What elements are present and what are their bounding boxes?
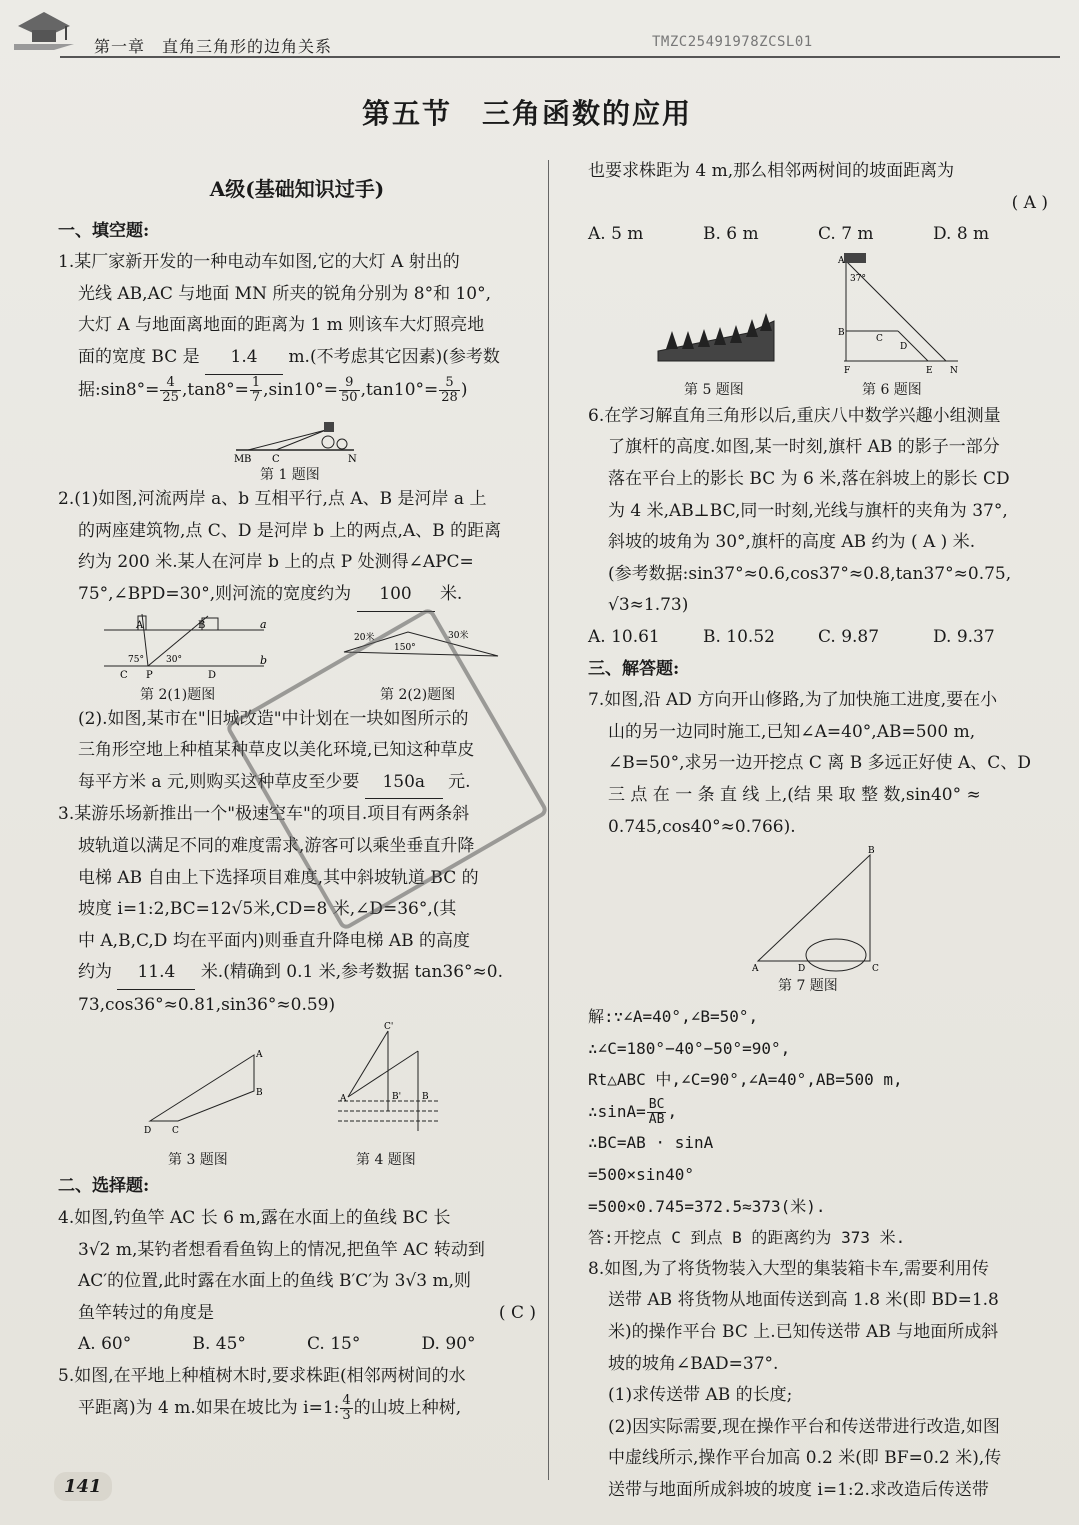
q1-ref-text: ) — [460, 379, 468, 400]
q6-options — [588, 622, 1048, 654]
figure-1-caption: 第 1 题图 — [260, 467, 320, 484]
f7-label-A: A — [752, 964, 759, 974]
label-P: P — [146, 669, 153, 681]
q7-line-2: 山的另一边同时施工,已知∠A=40°,AB=500 m, — [608, 721, 976, 742]
f6-label-N: N — [950, 365, 958, 376]
f6-label-E: E — [926, 365, 933, 376]
q1-line-2: 光线 AB,AC 与地面 MN 所夹的锐角分别为 8°和 10°, — [78, 283, 492, 304]
q2-2-line-1: (2).如图,某市在"旧城改造"中计划在一块如图所示的 — [78, 708, 469, 729]
option-c: C. 9.87 — [818, 626, 880, 647]
q3-line-4: 坡度 i=1:2,BC=12√5米,CD=8 米,∠D=36°,(其 — [78, 899, 457, 920]
denominator: 25 — [162, 389, 179, 405]
option-c: C. 7 m — [818, 224, 874, 245]
solution-text: ∴sinA= — [588, 1101, 646, 1121]
label-20m: 20米 — [354, 632, 375, 643]
q6-line-5 — [588, 527, 1048, 559]
f7-label-D: D — [798, 964, 806, 974]
option-d: D. 90° — [421, 1334, 476, 1355]
f3-label-A: A — [256, 1050, 263, 1061]
q3-line-1: 3.某游乐场新推出一个"极速空车"的项目.项目有两条斜 — [58, 804, 470, 825]
f6-angle-37: 37° — [850, 273, 866, 284]
right-column — [588, 156, 1048, 1507]
q4-options — [58, 1329, 536, 1361]
q7-line-3: ∠B=50°,求另一边开挖点 C 离 B 多远正好使 A、C、D — [608, 753, 1031, 774]
option-b: B. 6 m — [703, 224, 759, 245]
figure-3-caption: 第 3 题图 — [168, 1152, 228, 1169]
option-c: C. 15° — [307, 1334, 361, 1355]
graduation-cap-icon — [14, 4, 74, 50]
q2-line-1: 2.(1)如图,河流两岸 a、b 互相平行,点 A、B 是河岸 a 上 — [58, 489, 487, 510]
book-code: TMZC25491978ZCSL01 — [652, 34, 813, 50]
numerator: BC — [648, 1096, 665, 1112]
f4-label-B: B — [422, 1092, 429, 1103]
q1-answer: 1.4 — [205, 342, 283, 375]
q8-line-7: 中虚线所示,操作平台加高 0.2 米(即 BF=0.2 米),传 — [608, 1448, 1002, 1469]
column-divider — [548, 160, 549, 1480]
option-a: A. 5 m — [588, 224, 644, 245]
f7-label-C: C — [872, 964, 879, 974]
solution-line-4 — [588, 1096, 1048, 1128]
q1-ref-text: ,sin10°= — [263, 379, 339, 400]
q1-ref-text: ,tan8°= — [181, 379, 249, 400]
q5-options — [588, 219, 1048, 251]
q1-ref-text: 据:sin8°= — [78, 379, 160, 400]
figure-4-caption: 第 4 题图 — [356, 1152, 416, 1169]
label-A: A — [136, 619, 144, 631]
q6-choice: ( A ) — [910, 532, 948, 553]
numerator: 1 — [251, 374, 261, 390]
choice-heading: 二、选择题: — [58, 1176, 150, 1197]
option-b: B. 45° — [192, 1334, 246, 1355]
solution-line-2: ∴∠C=180°−40°−50°=90°, — [588, 1038, 791, 1058]
solution-line-7: =500×0.745=372.5≈373(米). — [588, 1196, 826, 1216]
denominator: 28 — [441, 389, 458, 405]
f6-label-F: F — [844, 365, 851, 376]
f4-label-Bp: B' — [392, 1092, 402, 1103]
figure-2-1-caption: 第 2(1)题图 — [140, 686, 216, 703]
q3-line-7: 73,cos36°≈0.81,sin36°≈0.59) — [78, 994, 336, 1015]
denominator: 3 — [342, 1407, 351, 1423]
fill-blank-heading: 一、填空题: — [58, 220, 150, 241]
q2-2-text: 每平方米 a 元,则购买这种草皮至少要 — [78, 771, 360, 792]
q8-line-8: 送带与地面所成斜坡的坡度 i=1:2.求改造后传送带 — [608, 1480, 989, 1500]
label-b: b — [260, 653, 268, 667]
q6-line-2: 了旗杆的高度.如图,某一时刻,旗杆 AB 的影子一部分 — [608, 437, 1000, 458]
q8-line-2: 送带 AB 将货物从地面传送到高 1.8 米(即 BD=1.8 — [608, 1290, 999, 1311]
q2-2-line-2: 三角形空地上种植某种草皮以美化环境,已知这种草皮 — [78, 740, 475, 761]
q2-line-4 — [58, 579, 536, 612]
q7-line-5: 0.745,cos40°≈0.766). — [608, 816, 796, 837]
label-c: C — [272, 454, 280, 463]
q1-text: m.(不考虑其它因素)(参考数 — [288, 346, 500, 367]
solution-line-6: =500×sin40° — [588, 1165, 694, 1185]
q4-text: 鱼竿转过的角度是 — [78, 1302, 214, 1323]
q5-choice: ( A ) — [1011, 192, 1048, 213]
answer-heading: 三、解答题: — [588, 658, 680, 679]
figure-5-caption: 第 5 题图 — [684, 381, 744, 398]
label-n: N — [348, 454, 357, 463]
f4-label-Cp: C' — [384, 1022, 394, 1033]
q2-2-answer: 150a — [365, 767, 443, 800]
f6-label-B: B — [838, 327, 845, 338]
denominator: AB — [648, 1111, 665, 1127]
label-a: a — [260, 617, 267, 631]
q3-line-6 — [58, 957, 536, 990]
figure-7-caption: 第 7 题图 — [778, 978, 838, 995]
label-30m: 30米 — [448, 630, 469, 641]
solution-text: , — [667, 1101, 678, 1121]
label-C: C — [120, 669, 128, 681]
q6-text: 斜坡的坡角为 30°,旗杆的高度 AB 约为 — [608, 532, 906, 553]
denominator: 7 — [251, 389, 261, 405]
solution-line-5: ∴BC=AB · sinA — [588, 1133, 714, 1153]
q6-text: 米. — [952, 532, 976, 553]
q8-line-4: 坡的坡角∠BAD=37°. — [608, 1353, 779, 1374]
figures-3-4 — [58, 1021, 536, 1171]
angle-150: 150° — [394, 642, 416, 653]
f6-label-C: C — [876, 333, 883, 344]
q6-line-3: 落在平台上的影长 BC 为 6 米,落在斜坡上的影长 CD — [608, 468, 1010, 489]
f3-label-C: C — [172, 1126, 179, 1137]
q4-line-2: 3√2 m,某钓者想看看鱼钩上的情况,把鱼竿 AC 转动到 — [78, 1239, 485, 1260]
figure-1-diagram — [58, 406, 536, 462]
q5-line-1: 5.如图,在平地上种植树木时,要求株距(相邻两树间的水 — [58, 1366, 466, 1387]
q5-text: 的山坡上种树, — [353, 1397, 462, 1418]
f3-label-B: B — [256, 1088, 263, 1099]
fraction — [340, 1394, 352, 1423]
q2-line-2: 的两座建筑物,点 C、D 是河岸 b 上的两点,A、B 的距离 — [78, 520, 502, 541]
f3-label-D: D — [144, 1126, 152, 1137]
q1-line-3: 大灯 A 与地面离地面的距离为 1 m 则该车大灯照亮地 — [78, 315, 485, 336]
q1-line-4 — [58, 342, 536, 375]
q4-line-3: AC′的位置,此时露在水面上的鱼线 B′C′为 3√3 m,则 — [78, 1271, 471, 1292]
q2-answer: 100 — [357, 579, 435, 612]
q8-line-3: 米)的操作平台 BC 上.已知传送带 AB 与地面所成斜 — [608, 1322, 999, 1343]
q8-line-1: 8.如图,为了将货物装入大型的集装箱卡车,需要利用传 — [588, 1258, 990, 1279]
q1-text: 面的宽度 BC 是 — [78, 346, 200, 367]
figure-7-diagram — [588, 843, 1048, 973]
figure-2-2-caption: 第 2(2)题图 — [380, 686, 456, 703]
figure-1 — [58, 406, 536, 484]
q3-text: 约为 — [78, 962, 112, 983]
option-d: D. 8 m — [933, 224, 990, 245]
q7-line-4: 三 点 在 一 条 直 线 上,(结 果 取 整 数,sin40° ≈ — [608, 784, 981, 805]
numerator: 4 — [160, 376, 181, 391]
label-D: D — [208, 669, 217, 681]
figure-7 — [588, 843, 1048, 1001]
q4-line-4 — [58, 1298, 536, 1330]
q8-line-5: (1)求传送带 AB 的长度; — [608, 1385, 793, 1406]
solution-line-8: 答:开挖点 C 到点 B 的距离约为 373 米. — [588, 1228, 906, 1248]
section-title: 第五节 三角函数的应用 — [362, 97, 693, 130]
q2-2-unit: 元. — [448, 771, 471, 792]
q2-text: 75°,∠BPD=30°,则河流的宽度约为 — [78, 583, 352, 604]
q6-line-1: 6.在学习解直角三角形以后,重庆八中数学兴趣小组测量 — [588, 405, 1001, 426]
q3-answer: 11.4 — [117, 957, 195, 990]
figures-5-6-diagram — [588, 251, 1048, 377]
numerator: 4 — [342, 1392, 351, 1408]
fraction — [250, 376, 262, 405]
q2-unit: 米. — [439, 583, 463, 604]
q3-line-3: 电梯 AB 自由上下选择项目难度,其中斜坡轨道 BC 的 — [78, 867, 479, 888]
solution-line-1: 解:∵∠A=40°,∠B=50°, — [588, 1007, 759, 1027]
q5-line-2 — [58, 1393, 536, 1425]
fraction — [160, 376, 181, 405]
q3-line-5: 中 A,B,C,D 均在平面内)则垂直升降电梯 AB 的高度 — [78, 930, 471, 951]
numerator: 9 — [339, 376, 360, 391]
numerator: 5 — [439, 376, 460, 391]
q6-line-6: (参考数据:sin37°≈0.6,cos37°≈0.8,tan37°≈0.75, — [608, 563, 1012, 584]
label-B: B — [198, 619, 206, 631]
fraction — [439, 376, 460, 405]
q3-text: 米.(精确到 0.1 米,参考数据 tan36°≈0. — [200, 962, 504, 983]
fraction — [647, 1098, 667, 1127]
q8-line-6: (2)因实际需要,现在操作平台和传送带进行改造,如图 — [608, 1416, 1000, 1437]
q5-line-3: 也要求株距为 4 m,那么相邻两树间的坡面距离为 — [588, 161, 955, 181]
solution-line-3: Rt△ABC 中,∠C=90°,∠A=40°,AB=500 m, — [588, 1070, 903, 1090]
page-header — [0, 0, 1079, 60]
q6-line-7: √3≈1.73) — [608, 595, 689, 616]
q5-text: 平距离)为 4 m.如果在坡比为 i=1: — [78, 1397, 340, 1418]
angle-75: 75° — [128, 654, 144, 665]
q4-choice: ( C ) — [498, 1302, 536, 1323]
q1-line-1: 1.某厂家新开发的一种电动车如图,它的大灯 A 射出的 — [58, 252, 460, 273]
option-a: A. 60° — [78, 1334, 132, 1355]
figures-5-6 — [588, 251, 1048, 401]
q1-line-5 — [58, 375, 536, 407]
denominator: 50 — [341, 389, 358, 405]
page-number: 141 — [54, 1472, 112, 1501]
angle-30: 30° — [166, 654, 182, 665]
label-m: M — [234, 454, 245, 463]
level-heading: A级(基础知识过手) — [209, 177, 385, 201]
q2-line-3: 约为 200 米.某人在河岸 b 上的点 P 处测得∠APC= — [78, 552, 474, 573]
label-b: B — [244, 454, 252, 463]
f7-label-B: B — [868, 846, 875, 857]
f4-label-A: A — [340, 1094, 347, 1105]
q4-line-1: 4.如图,钓鱼竿 AC 长 6 m,露在水面上的鱼线 BC 长 — [58, 1208, 451, 1229]
header-rule — [60, 56, 1060, 58]
fraction — [339, 376, 360, 405]
q1-ref-text: ,tan10°= — [360, 379, 439, 400]
f6-label-A: A — [838, 255, 845, 266]
q7-line-1: 7.如图,沿 AD 方向开山修路,为了加快施工进度,要在小 — [588, 690, 998, 711]
chapter-heading: 第一章 直角三角形的边角关系 — [94, 37, 333, 56]
q6-line-4: 为 4 米,AB⊥BC,同一时刻,光线与旗杆的夹角为 37°, — [608, 500, 1008, 521]
figure-6-caption: 第 6 题图 — [862, 381, 922, 398]
figures-3-4-diagram — [58, 1021, 536, 1147]
option-b: B. 10.52 — [703, 626, 775, 647]
option-a: A. 10.61 — [588, 626, 660, 647]
f6-label-D: D — [900, 341, 908, 352]
option-d: D. 9.37 — [933, 626, 995, 647]
q3-line-2: 坡轨道以满足不同的难度需求,游客可以乘坐垂直升降 — [78, 835, 475, 856]
